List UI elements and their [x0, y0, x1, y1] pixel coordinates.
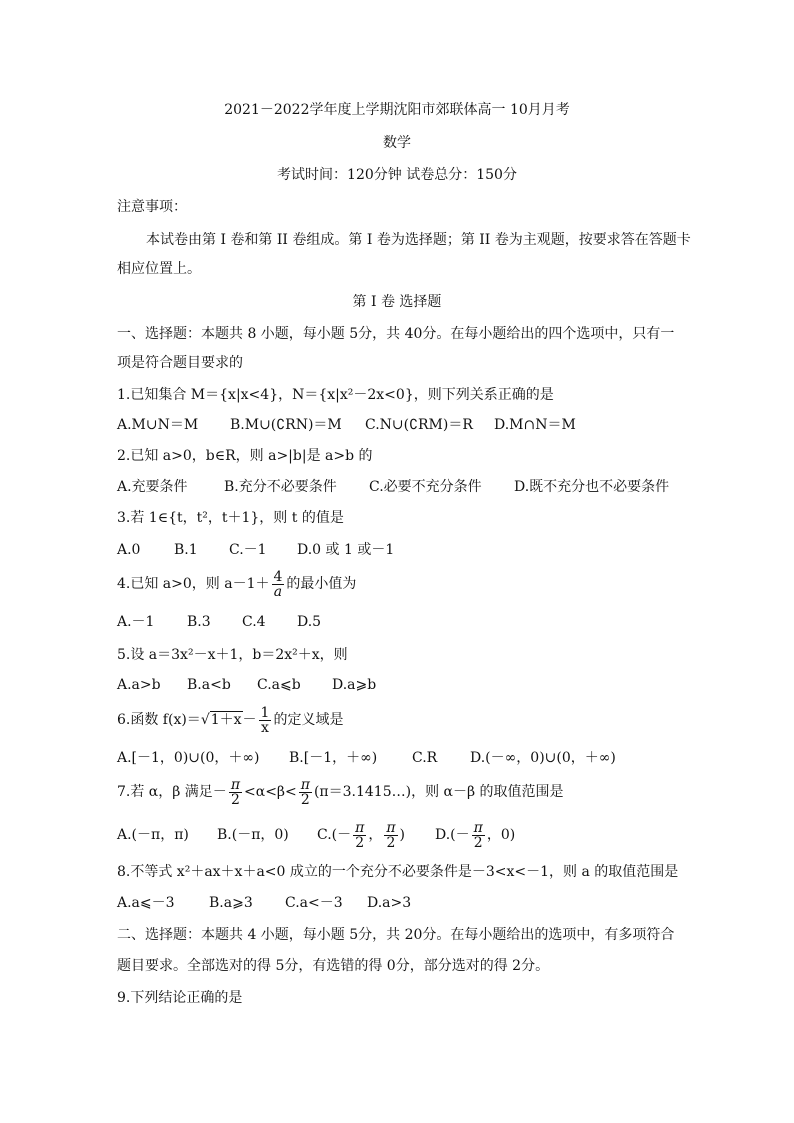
option-d: D.5: [297, 614, 322, 630]
question-8-stem: 8.不等式 x²＋ax＋x＋a<0 成立的一个充分不必要条件是－3<x<－1，则 a 的取值范围是: [117, 864, 679, 880]
option-c: C.N∪(∁RM)＝R: [365, 417, 473, 433]
option-d: D.既不充分也不必要条件: [514, 479, 670, 495]
option-a: A.(－π，π): [117, 827, 189, 843]
q7-fraction-right: [299, 778, 312, 807]
q7-pi: π: [355, 819, 365, 836]
q7-optd-pre: D.(－: [435, 827, 470, 843]
q7-stem-pre: 7.若 α，β 满足－: [117, 784, 227, 800]
notice-body-line2: 相应位置上。: [117, 261, 201, 277]
q7-two: 2: [300, 791, 310, 808]
q7-inequality: <α<β<: [244, 784, 297, 800]
q7-two: 2: [230, 791, 240, 808]
question-6-options: [117, 748, 616, 768]
q6-stem-pre: 6.函数 f(x)＝: [117, 712, 201, 728]
question-4-options: [117, 612, 321, 632]
q7-optc-mid: ，: [368, 827, 383, 843]
option-c: C.a⩽b: [257, 677, 301, 693]
question-4-stem: [117, 566, 356, 602]
q6-stem-post: 的定义域是: [273, 712, 344, 728]
option-c: C.a<－3: [285, 895, 343, 911]
question-2-options: [117, 477, 669, 497]
q7-two: 2: [386, 834, 396, 851]
q7-optc-post: ): [399, 827, 405, 843]
question-8-options: [117, 893, 411, 913]
question-1-stem: 1.已知集合 M＝{x|x<4}，N＝{x|x²－2x<0}，则下列关系正确的是: [117, 387, 554, 403]
option-d: D.a⩾b: [332, 677, 377, 693]
option-a: A.a⩽－3: [117, 895, 175, 911]
option-a: A.M∪N＝M: [117, 417, 199, 433]
question-7-stem: [117, 774, 564, 810]
q7-optc-frac2: [384, 821, 397, 850]
question-3-stem: 3.若 1∈{t，t²，t＋1}，则 t 的值是: [117, 510, 344, 526]
option-b: B.充分不必要条件: [224, 479, 337, 495]
option-c: C.－1: [229, 542, 267, 558]
question-5-options: [117, 675, 376, 695]
q7-optd-post: ，0): [486, 827, 516, 843]
option-b: B.1: [174, 542, 198, 558]
option-a: A.a>b: [117, 677, 161, 693]
section1-instructions-line1: 一、选择题：本题共 8 小题，每小题 5分，共 40分。在每小题给出的四个选项中，只有一: [117, 326, 675, 342]
option-b: B.3: [187, 614, 211, 630]
q4-fraction-denominator: a: [273, 583, 283, 600]
option-c: C.必要不充分条件: [369, 479, 482, 495]
q7-two: 2: [355, 834, 365, 851]
option-b: B.[－1，＋∞): [289, 750, 378, 766]
q6-fraction-numerator: 1: [260, 704, 270, 721]
q6-sqrt-argument: 1＋x: [210, 712, 242, 728]
q7-pi: π: [230, 776, 241, 793]
q4-stem-post: 的最小值为: [286, 576, 357, 592]
question-5-stem: 5.设 a＝3x²－x＋1，b＝2x²＋x，则: [117, 647, 348, 663]
option-d: D.0 或 1 或－1: [297, 542, 395, 558]
option-c: C.R: [412, 750, 438, 766]
question-2-stem: 2.已知 a>0，b∈R，则 a>|b|是 a>b 的: [117, 448, 373, 464]
question-7-options: [117, 817, 515, 853]
q4-stem-pre: 4.已知 a>0，则 a－1＋: [117, 576, 270, 592]
option-c: C.4: [242, 614, 266, 630]
q7-pi: π: [300, 776, 310, 793]
q7-optc-frac1: [353, 821, 366, 850]
option-a: A.[－1，0)∪(0，＋∞): [117, 750, 260, 766]
option-d: D.(－∞，0)∪(0，＋∞): [470, 750, 616, 766]
q7-fraction-left: [229, 778, 242, 807]
subject-title: 数学: [383, 135, 411, 151]
exam-title: 2021－2022学年度上学期沈阳市郊联体高一 10月月考: [224, 102, 570, 118]
q7-pi: π: [386, 819, 396, 836]
question-6-stem: [117, 702, 343, 738]
notice-body-line1: 本试卷由第 I 卷和第 II 卷组成。第 I 卷为选择题；第 II 卷为主观题，按要求答在答题卡: [146, 232, 691, 248]
option-a: A.－1: [117, 614, 155, 630]
q4-fraction: [272, 570, 285, 599]
q7-two: 2: [473, 834, 483, 851]
sqrt-symbol-icon: √: [200, 712, 210, 728]
question-9-stem: 9.下列结论正确的是: [117, 990, 243, 1006]
section2-instructions-line1: 二、选择题：本题共 4 小题，每小题 5分，共 20分。在每小题给出的选项中，有多项符合: [117, 927, 675, 943]
q6-fraction: [259, 706, 272, 735]
question-1-options: [117, 415, 576, 435]
section2-instructions-line2: 题目要求。全部选对的得 5分，有选错的得 0分，部分选对的得 2分。: [117, 958, 550, 974]
option-a: A.充要条件: [117, 479, 188, 495]
q6-minus: －: [242, 712, 257, 728]
option-a: A.0: [117, 542, 141, 558]
q7-optc-pre: C.(－: [317, 827, 352, 843]
option-b: B.(－π，0): [217, 827, 289, 843]
part1-title: 第 I 卷 选择题: [352, 294, 442, 310]
option-d: D.a>3: [367, 895, 412, 911]
option-d: D.M∩N＝M: [494, 417, 576, 433]
option-b: B.a⩾3: [209, 895, 253, 911]
option-c: [317, 817, 435, 853]
q6-fraction-denominator: x: [261, 719, 269, 736]
question-3-options: [117, 540, 394, 560]
q7-stem-post: (π＝3.1415…)，则 α－β 的取值范围是: [313, 784, 564, 800]
exam-time-info: 考试时间：120分钟 试卷总分：150分: [277, 167, 517, 183]
option-b: B.M∪(∁RN)＝M: [230, 417, 342, 433]
notice-heading: 注意事项：: [117, 199, 187, 215]
q4-fraction-numerator: 4: [273, 568, 283, 585]
q7-pi: π: [473, 819, 483, 836]
option-d: [435, 817, 515, 853]
section1-instructions-line2: 项是符合题目要求的: [117, 355, 243, 371]
q7-optd-frac: [472, 821, 485, 850]
option-b: B.a<b: [187, 677, 231, 693]
